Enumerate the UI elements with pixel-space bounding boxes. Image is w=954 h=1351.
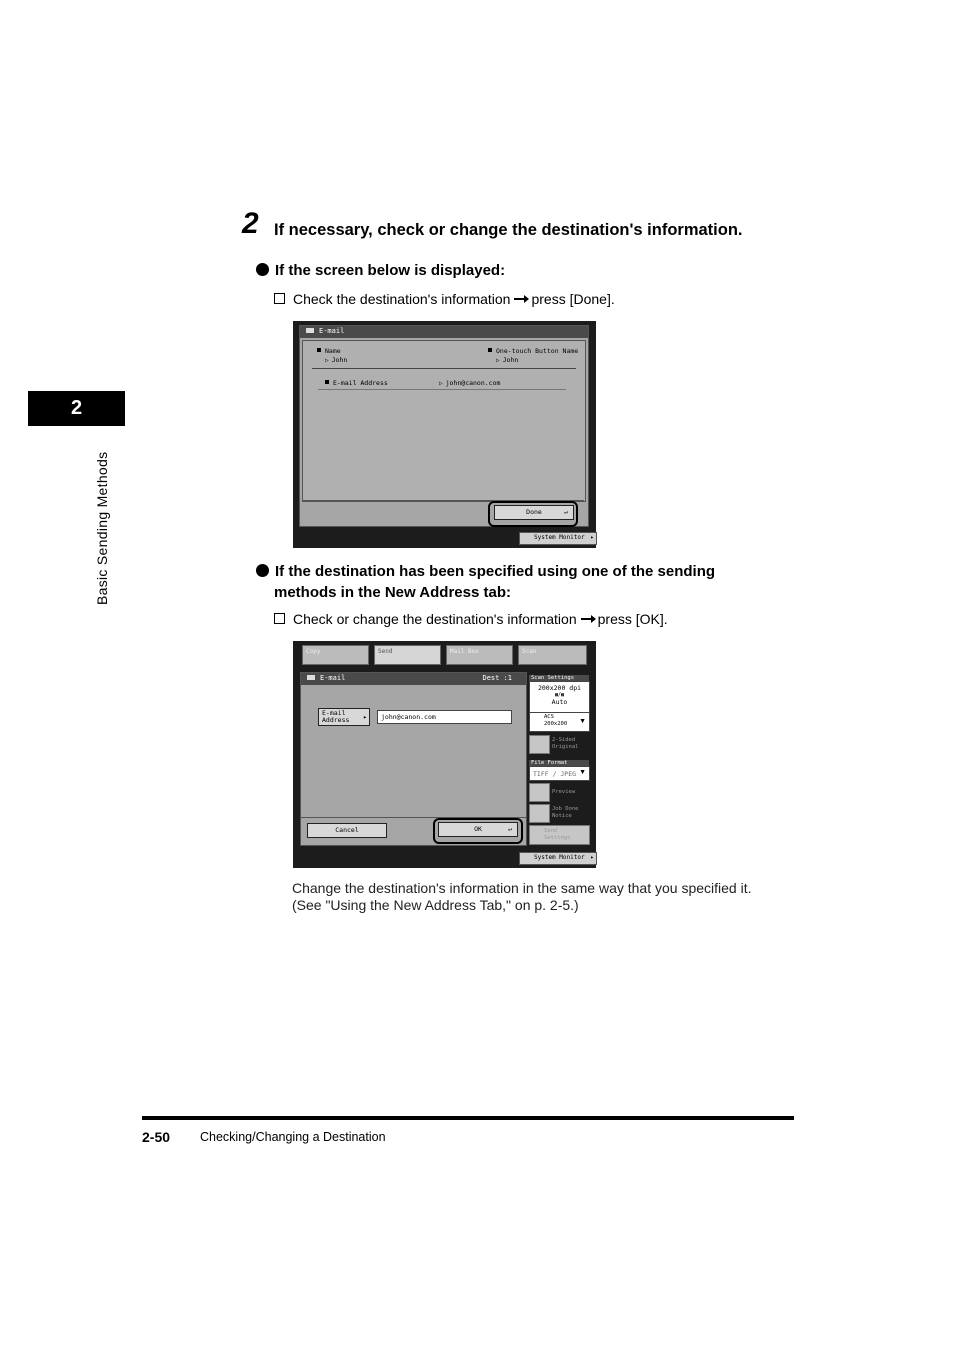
email-panel	[299, 325, 589, 527]
tab-mailbox[interactable]: Mail Box	[446, 645, 513, 665]
acs-dropdown[interactable]: ACS 200x200 ▼	[529, 712, 590, 732]
file-format-dropdown[interactable]: TIFF / JPEG ▼	[529, 766, 590, 781]
screenshot-email-confirm	[293, 321, 596, 548]
dropdown-arrow-icon: ▼	[579, 769, 586, 776]
email-address-value: ▷ john@canon.com	[439, 379, 501, 387]
file-format-label: File Format	[529, 760, 589, 767]
chapter-title-vertical	[86, 438, 126, 608]
auto-value: Auto	[551, 698, 568, 706]
chapter-number-tab: 2	[28, 391, 125, 426]
color-mode-icon: ▩/▩	[554, 692, 565, 698]
two-sided-label: 2-Sided Original	[552, 737, 579, 750]
bullet-dot-icon	[256, 263, 269, 276]
onetouch-value: ▷ John	[496, 356, 519, 364]
checklist-item-2: Check or change the destination's information press [OK].	[274, 611, 668, 627]
scan-settings-box[interactable]	[529, 681, 590, 713]
onetouch-label: One-touch Button Name	[488, 347, 578, 355]
resolution-value: 200x200 dpi	[537, 684, 582, 692]
enter-icon: ↵	[564, 508, 568, 516]
panel-titlebar: E-mail Dest :1	[301, 673, 526, 685]
tab-send[interactable]: Send	[374, 645, 441, 665]
preview-label: Preview	[552, 789, 576, 795]
step-title: If necessary, check or change the destination's information.	[274, 221, 743, 239]
bullet-dot-icon	[256, 564, 269, 577]
two-sided-button[interactable]	[529, 735, 550, 754]
email-address-button[interactable]: E-mail Address ▸	[318, 708, 370, 726]
dropdown-arrow-icon: ▼	[579, 718, 586, 725]
chapter-title: Basic Sending Methods	[94, 451, 110, 605]
arrow-icon: ▸	[363, 713, 367, 721]
tab-copy[interactable]: Copy	[302, 645, 369, 665]
job-done-notice-button[interactable]	[529, 804, 550, 823]
enter-icon: ↵	[508, 825, 512, 833]
cancel-button[interactable]: Cancel	[307, 823, 387, 838]
destination-count: Dest :1	[482, 674, 512, 682]
divider	[312, 368, 576, 369]
divider	[318, 389, 566, 390]
bullet-heading-2: If the destination has been specified using one of the sending methods in the New Address tab:	[256, 561, 715, 603]
checkbox-icon	[274, 293, 285, 304]
preview-button[interactable]	[529, 783, 550, 802]
arrow-right-icon	[514, 298, 527, 300]
info-area	[302, 340, 586, 502]
email-address-field[interactable]: john@canon.com	[377, 710, 512, 724]
name-label: Name	[317, 347, 341, 355]
screenshot-new-address	[293, 641, 596, 868]
step-number: 2	[242, 207, 259, 240]
job-done-notice-label: Job Done Notice	[552, 806, 579, 819]
mail-icon	[307, 675, 315, 680]
email-panel	[300, 672, 527, 846]
mail-icon	[306, 328, 314, 333]
bullet-heading-1: If the screen below is displayed:	[256, 262, 505, 279]
system-monitor-button[interactable]: System Monitor ▸	[519, 532, 597, 545]
footer-rule	[142, 1116, 794, 1120]
page-number: 2-50	[142, 1129, 171, 1145]
ok-button[interactable]: OK ↵	[438, 822, 518, 837]
name-value: ▷ John	[325, 356, 348, 364]
tab-scan[interactable]: Scan	[518, 645, 587, 665]
checklist-item-1: Check the destination's information press [Done].	[274, 291, 615, 307]
checkbox-icon	[274, 613, 285, 624]
arrow-right-icon	[581, 618, 594, 620]
email-address-label: E-mail Address	[325, 379, 388, 387]
done-button[interactable]: Done ↵	[494, 505, 574, 520]
arrow-icon: ▸	[590, 534, 594, 541]
note-text: Change the destination's information in the same way that you specified it. (See "Using the New Address Tab," on p. 2-5.)	[292, 880, 752, 913]
arrow-icon: ▸	[590, 854, 594, 861]
system-monitor-button[interactable]: System Monitor ▸	[519, 852, 597, 865]
send-settings-button[interactable]: Send Settings	[529, 825, 590, 845]
footer-title: Checking/Changing a Destination	[200, 1130, 386, 1144]
scan-settings-label: Scan Settings	[529, 675, 589, 682]
panel-titlebar: E-mail	[300, 326, 588, 338]
